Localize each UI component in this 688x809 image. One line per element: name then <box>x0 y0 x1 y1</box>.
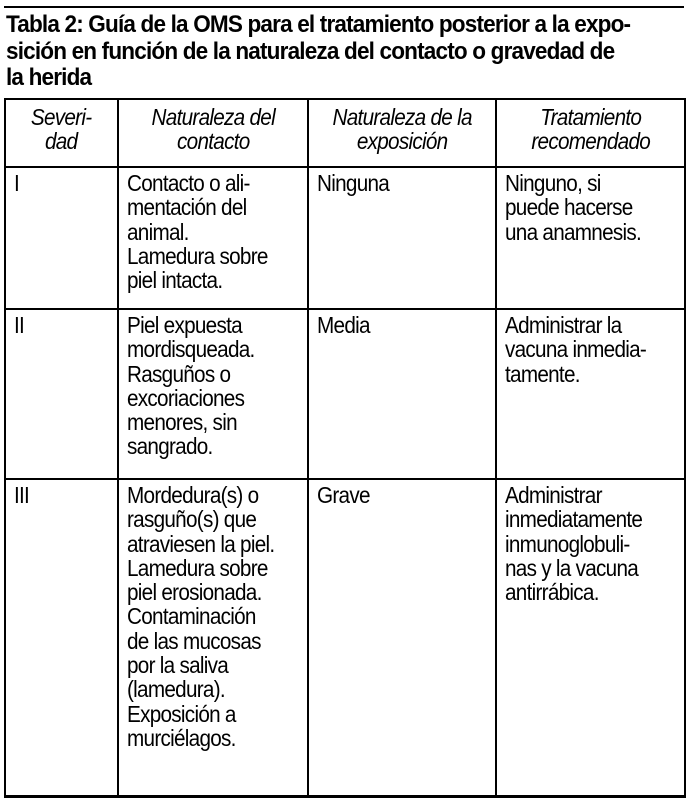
treatment-cell <box>496 167 685 309</box>
header-row <box>5 99 685 167</box>
severity-cell: II <box>5 309 118 479</box>
cell-line: animal. <box>127 218 189 245</box>
treatment-cell <box>496 309 685 479</box>
cell-line: Ninguno, si <box>505 170 601 196</box>
cell-text <box>505 171 685 244</box>
cell-line: Administrar <box>505 482 602 508</box>
contact-cell <box>118 309 308 479</box>
top-rule <box>4 6 684 8</box>
table-caption <box>6 12 682 92</box>
treatment-cell <box>496 479 685 796</box>
cell-line: mordisqueada. <box>127 336 255 363</box>
cell-line: piel erosionada. <box>127 579 262 606</box>
severity-cell: III <box>5 479 118 796</box>
severity-cell: I <box>5 167 118 309</box>
exposure-cell: Media <box>308 309 496 479</box>
cell-line: Rasguños o <box>127 360 231 387</box>
cell-text <box>505 313 685 386</box>
cell-line: Lamedura sobre <box>127 242 268 269</box>
cell-line: por la saliva <box>127 652 229 679</box>
exposure-cell: Grave <box>308 479 496 796</box>
header-exposure-nature: Naturaleza de la exposición <box>308 99 496 167</box>
cell-line: inmunoglobuli- <box>505 530 630 557</box>
cell-line: Contacto o ali- <box>127 170 250 196</box>
cell-line: vacuna inmedia- <box>505 336 647 363</box>
contact-cell <box>118 167 308 309</box>
exposure-cell: Ninguna <box>308 167 496 309</box>
who-guide-table <box>4 98 686 798</box>
cell-line: Administrar la <box>505 312 622 338</box>
cell-line: Lamedura sobre <box>127 554 268 581</box>
cell-text <box>505 483 685 604</box>
cell-line: murciélagos. <box>127 724 236 751</box>
cell-line: Contaminación <box>127 603 256 630</box>
cell-line: (lamedura). <box>127 676 225 703</box>
cell-line: Exposición a <box>127 700 236 727</box>
cell-line: inmediatamente <box>505 506 643 533</box>
cell-text <box>127 313 308 459</box>
cell-text <box>127 483 308 750</box>
cell-line: nas y la vacuna <box>505 554 639 581</box>
cell-line: Piel expuesta <box>127 312 242 338</box>
contact-cell <box>118 479 308 796</box>
cell-line: antirrábica. <box>505 579 599 606</box>
cell-line: excoriaciones <box>127 384 245 411</box>
header-severity: Severi- dad <box>5 99 118 167</box>
caption-line: sición en función de la naturaleza del contacto o gravedad de <box>6 37 615 65</box>
cell-line: de las mucosas <box>127 627 261 654</box>
header-recommended-treatment: Tratamiento recomendado <box>496 99 685 167</box>
cell-line: menores, sin <box>127 409 237 436</box>
cell-line: sangrado. <box>127 433 213 460</box>
header-contact-nature: Naturaleza del contacto <box>118 99 308 167</box>
cell-text <box>127 171 308 292</box>
cell-line: una anamnesis. <box>505 218 642 245</box>
cell-line: tamente. <box>505 360 580 387</box>
cell-line: atraviesen la piel. <box>127 530 275 557</box>
cell-line: mentación del <box>127 194 247 221</box>
cell-line: Mordedura(s) o <box>127 482 259 508</box>
table-row <box>5 167 685 309</box>
caption-line: Tabla 2: Guía de la OMS para el tratamiento posterior a la expo- <box>6 11 631 38</box>
cell-line: puede hacerse <box>505 194 633 221</box>
cell-line: piel intacta. <box>127 267 223 294</box>
caption-line: la herida <box>6 64 92 91</box>
table-row <box>5 309 685 479</box>
table-row <box>5 479 685 796</box>
cell-line: rasguño(s) que <box>127 506 257 533</box>
